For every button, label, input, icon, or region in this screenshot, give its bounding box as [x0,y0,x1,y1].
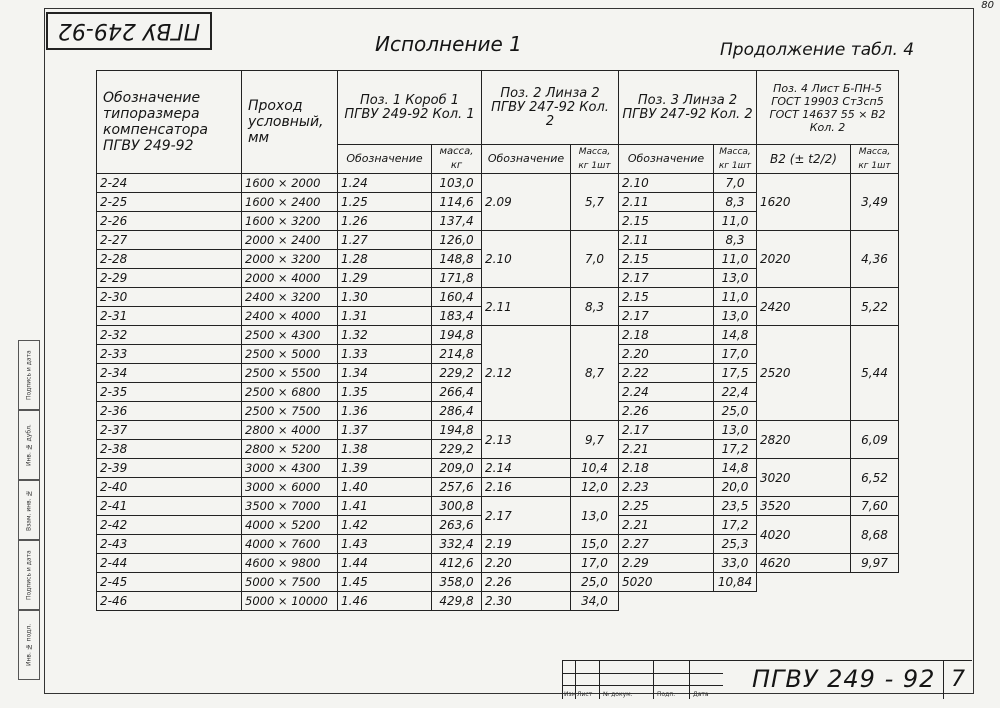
pos3-mass: 33,0 [714,554,757,573]
pos3-mass: 17,0 [714,345,757,364]
pos4-mass: 6,52 [851,459,899,497]
nominal-pass: 4000 × 7600 [242,535,338,554]
pos3-designation: 2.20 [619,345,714,364]
pos3-mass: 17,2 [714,440,757,459]
pos3-designation: 2.21 [619,516,714,535]
table-row [97,592,899,611]
nominal-pass: 2500 × 6800 [242,383,338,402]
pos4-b2: 3520 [757,497,851,516]
pos3-mass: 11,0 [714,250,757,269]
pos3-designation: 2.22 [619,364,714,383]
pos2-mass: 8,3 [571,288,619,326]
pos1-designation: 1.46 [338,592,432,611]
pos1-mass: 300,8 [432,497,482,516]
table-row [97,231,899,250]
pos3-designation: 2.17 [619,269,714,288]
table-row [97,174,899,193]
pos1-mass: 183,4 [432,307,482,326]
pos1-mass: 263,6 [432,516,482,535]
nominal-pass: 2400 × 4000 [242,307,338,326]
typesize-code: 2-26 [97,212,242,231]
pos1-mass: 229,2 [432,440,482,459]
header-designation: Обозначение типоразмера компенсатора ПГВУ 249-92 [97,71,242,174]
pos4-mass: 10,84 [714,573,757,592]
typesize-code: 2-38 [97,440,242,459]
page-number: 80 [981,0,994,11]
pos3-mass: 8,3 [714,193,757,212]
pos4-mass: 5,44 [851,326,899,421]
pos1-mass: 412,6 [432,554,482,573]
pos3-mass: 13,0 [714,307,757,326]
nominal-pass: 2000 × 2400 [242,231,338,250]
sheet-number: 7 [943,661,972,699]
pos2-designation: 2.13 [482,421,571,459]
pos2-designation: 2.20 [482,554,571,573]
pos3-designation: 2.10 [619,174,714,193]
typesize-code: 2-40 [97,478,242,497]
header-pos2-mass: Масса, кг 1шт [571,145,619,174]
pos3-designation: 2.25 [619,497,714,516]
pos4-b2: 2520 [757,326,851,421]
pos1-mass: 194,8 [432,421,482,440]
pos1-designation: 1.29 [338,269,432,288]
pos1-designation: 1.31 [338,307,432,326]
pos1-mass: 148,8 [432,250,482,269]
pos3-mass: 14,8 [714,459,757,478]
pos2-designation: 2.11 [482,288,571,326]
stamp-label: Подп. [657,691,676,698]
typesize-code: 2-30 [97,288,242,307]
pos3-mass: 22,4 [714,383,757,402]
pos3-mass: 7,0 [714,174,757,193]
pos2-mass: 10,4 [571,459,619,478]
typesize-code: 2-35 [97,383,242,402]
pos1-designation: 1.39 [338,459,432,478]
pos1-designation: 1.36 [338,402,432,421]
header-pos4-b2: B2 (± t2/2) [757,145,851,174]
pos1-designation: 1.27 [338,231,432,250]
nominal-pass: 1600 × 2000 [242,174,338,193]
pos3-mass: 13,0 [714,269,757,288]
nominal-pass: 5000 × 10000 [242,592,338,611]
pos3-designation: 2.18 [619,326,714,345]
pos1-designation: 1.40 [338,478,432,497]
pos1-designation: 1.26 [338,212,432,231]
pos1-mass: 358,0 [432,573,482,592]
pos4-b2: 4020 [757,516,851,554]
pos2-designation: 2.10 [482,231,571,288]
pos4-b2: 4620 [757,554,851,573]
pos1-mass: 171,8 [432,269,482,288]
table-row [97,573,899,592]
corner-stamp [46,12,212,50]
stamp-label: № докум. [603,691,633,698]
pos4-mass: 5,22 [851,288,899,326]
pos3-mass: 8,3 [714,231,757,250]
nominal-pass: 2000 × 4000 [242,269,338,288]
pos1-mass: 266,4 [432,383,482,402]
pos4-mass: 4,36 [851,231,899,288]
nominal-pass: 4000 × 5200 [242,516,338,535]
typesize-code: 2-41 [97,497,242,516]
pos1-designation: 1.41 [338,497,432,516]
pos4-mass: 8,68 [851,516,899,554]
pos3-designation: 2.11 [619,231,714,250]
pos4-b2: 2420 [757,288,851,326]
margin-strip [18,340,42,680]
table-row [97,497,899,516]
typesize-code: 2-29 [97,269,242,288]
table-row [97,554,899,573]
margin-cell: Взам. инв. № [18,480,40,540]
pos2-designation: 2.16 [482,478,571,497]
pos3-designation: 2.21 [619,440,714,459]
typesize-code: 2-46 [97,592,242,611]
pos4-b2: 2820 [757,421,851,459]
pos1-designation: 1.33 [338,345,432,364]
pos2-mass: 13,0 [571,497,619,535]
pos3-mass: 25,0 [714,402,757,421]
pos3-mass: 34,0 [571,592,619,611]
pos4-b2: 1620 [757,174,851,231]
pos2-designation: 2.19 [482,535,571,554]
typesize-code: 2-44 [97,554,242,573]
pos1-mass: 429,8 [432,592,482,611]
pos1-mass: 160,4 [432,288,482,307]
pos1-mass: 286,4 [432,402,482,421]
header-pos3: Поз. 3 Линза 2 ПГВУ 247-92 Кол. 2 [619,71,757,145]
nominal-pass: 2000 × 3200 [242,250,338,269]
nominal-pass: 2400 × 3200 [242,288,338,307]
pos1-designation: 1.32 [338,326,432,345]
typesize-code: 2-27 [97,231,242,250]
typesize-code: 2-31 [97,307,242,326]
header-pos2-designation: Обозначение [482,145,571,174]
pos1-mass: 126,0 [432,231,482,250]
pos2-designation: 2.09 [482,174,571,231]
typesize-code: 2-42 [97,516,242,535]
nominal-pass: 1600 × 3200 [242,212,338,231]
variant-title: Исполнение 1 [375,32,522,56]
pos3-designation: 2.15 [619,288,714,307]
stamp-label: Лист [577,691,593,698]
nominal-pass: 2500 × 5500 [242,364,338,383]
margin-cell: Инв. № дубл. [18,410,40,480]
pos2-mass: 8,7 [571,326,619,421]
pos3-designation: 2.26 [619,402,714,421]
pos1-designation: 1.35 [338,383,432,402]
pos3-mass: 25,0 [571,573,619,592]
pos3-designation: 2.15 [619,250,714,269]
pos3-designation: 2.27 [619,535,714,554]
pos1-designation: 1.38 [338,440,432,459]
corner-stamp-text: ПГВУ 249-92 [57,18,201,44]
header-pos4-mass: Масса, кг 1шт [851,145,899,174]
pos3-mass: 13,0 [714,421,757,440]
pos1-mass: 209,0 [432,459,482,478]
compensator-table [96,70,899,611]
pos1-mass: 214,8 [432,345,482,364]
pos2-mass: 12,0 [571,478,619,497]
pos2-mass: 15,0 [571,535,619,554]
table-row [97,421,899,440]
pos4-mass: 3,49 [851,174,899,231]
pos3-designation: 2.26 [482,573,571,592]
header-pos2: Поз. 2 Линза 2 ПГВУ 247-92 Кол. 2 [482,71,619,145]
typesize-code: 2-36 [97,402,242,421]
pos3-mass: 11,0 [714,212,757,231]
pos3-mass: 17,5 [714,364,757,383]
margin-cell: Инв. № подл. [18,610,40,680]
pos3-mass: 25,3 [714,535,757,554]
pos1-mass: 114,6 [432,193,482,212]
pos2-mass: 9,7 [571,421,619,459]
typesize-code: 2-24 [97,174,242,193]
header-pos1-designation: Обозначение [338,145,432,174]
nominal-pass: 4600 × 9800 [242,554,338,573]
pos3-designation: 2.29 [619,554,714,573]
pos3-mass: 23,5 [714,497,757,516]
typesize-code: 2-28 [97,250,242,269]
pos1-designation: 1.44 [338,554,432,573]
header-pos1: Поз. 1 Короб 1 ПГВУ 249-92 Кол. 1 [338,71,482,145]
document-code: ПГВУ 249 - 92 [752,665,936,693]
pos2-mass: 7,0 [571,231,619,288]
typesize-code: 2-34 [97,364,242,383]
typesize-code: 2-33 [97,345,242,364]
table-continuation-title: Продолжение табл. 4 [720,40,915,60]
pos1-designation: 1.37 [338,421,432,440]
pos1-designation: 1.42 [338,516,432,535]
pos3-designation: 2.11 [619,193,714,212]
pos4-b2: 3020 [757,459,851,497]
pos3-mass: 17,2 [714,516,757,535]
nominal-pass: 2500 × 5000 [242,345,338,364]
table-row [97,459,899,478]
typesize-code: 2-43 [97,535,242,554]
nominal-pass: 2500 × 7500 [242,402,338,421]
typesize-code: 2-39 [97,459,242,478]
stamp-label: Изм [564,691,577,698]
pos1-designation: 1.25 [338,193,432,212]
table-row [97,326,899,345]
typesize-code: 2-45 [97,573,242,592]
pos3-designation: 2.17 [619,421,714,440]
typesize-code: 2-32 [97,326,242,345]
pos4-mass: 6,09 [851,421,899,459]
header-pass: Проход условный, мм [242,71,338,174]
nominal-pass: 1600 × 2400 [242,193,338,212]
nominal-pass: 5000 × 7500 [242,573,338,592]
pos3-designation: 2.24 [619,383,714,402]
pos1-mass: 137,4 [432,212,482,231]
pos3-designation: 2.15 [619,212,714,231]
pos1-designation: 1.24 [338,174,432,193]
header-pos1-mass: масса, кг [432,145,482,174]
pos1-mass: 332,4 [432,535,482,554]
margin-cell: Подпись и дата [18,340,40,410]
typesize-code: 2-25 [97,193,242,212]
header-pos4: Поз. 4 Лист Б-ПН-5 ГОСТ 19903 Ст3сп5 ГОСТ 14637 55 × B2 Кол. 2 [757,71,899,145]
pos2-mass: 17,0 [571,554,619,573]
pos1-mass: 257,6 [432,478,482,497]
margin-cell: Подпись и дата [18,540,40,610]
pos4-mass: 9,97 [851,554,899,573]
pos1-designation: 1.34 [338,364,432,383]
pos1-mass: 229,2 [432,364,482,383]
nominal-pass: 3500 × 7000 [242,497,338,516]
pos3-designation: 2.23 [619,478,714,497]
nominal-pass: 3000 × 4300 [242,459,338,478]
pos1-designation: 1.28 [338,250,432,269]
pos4-b2: 5020 [619,573,714,592]
header-pos3-mass: Масса, кг 1шт [714,145,757,174]
pos3-mass: 20,0 [714,478,757,497]
title-block [562,660,972,699]
pos3-designation: 2.17 [619,307,714,326]
pos3-mass: 11,0 [714,288,757,307]
pos2-designation: 2.12 [482,326,571,421]
pos3-mass: 14,8 [714,326,757,345]
nominal-pass: 3000 × 6000 [242,478,338,497]
pos4-mass: 7,60 [851,497,899,516]
pos3-designation: 2.18 [619,459,714,478]
pos1-mass: 103,0 [432,174,482,193]
table-row [97,288,899,307]
pos2-designation: 2.14 [482,459,571,478]
nominal-pass: 2800 × 4000 [242,421,338,440]
pos4-b2: 2020 [757,231,851,288]
nominal-pass: 2500 × 4300 [242,326,338,345]
pos1-designation: 1.43 [338,535,432,554]
pos1-designation: 1.30 [338,288,432,307]
title-block-grid [562,661,723,699]
pos2-designation: 2.17 [482,497,571,535]
stamp-label: Дата [693,691,709,698]
header-pos3-designation: Обозначение [619,145,714,174]
pos1-designation: 1.45 [338,573,432,592]
pos2-mass: 5,7 [571,174,619,231]
nominal-pass: 2800 × 5200 [242,440,338,459]
typesize-code: 2-37 [97,421,242,440]
pos3-designation: 2.30 [482,592,571,611]
pos1-mass: 194,8 [432,326,482,345]
